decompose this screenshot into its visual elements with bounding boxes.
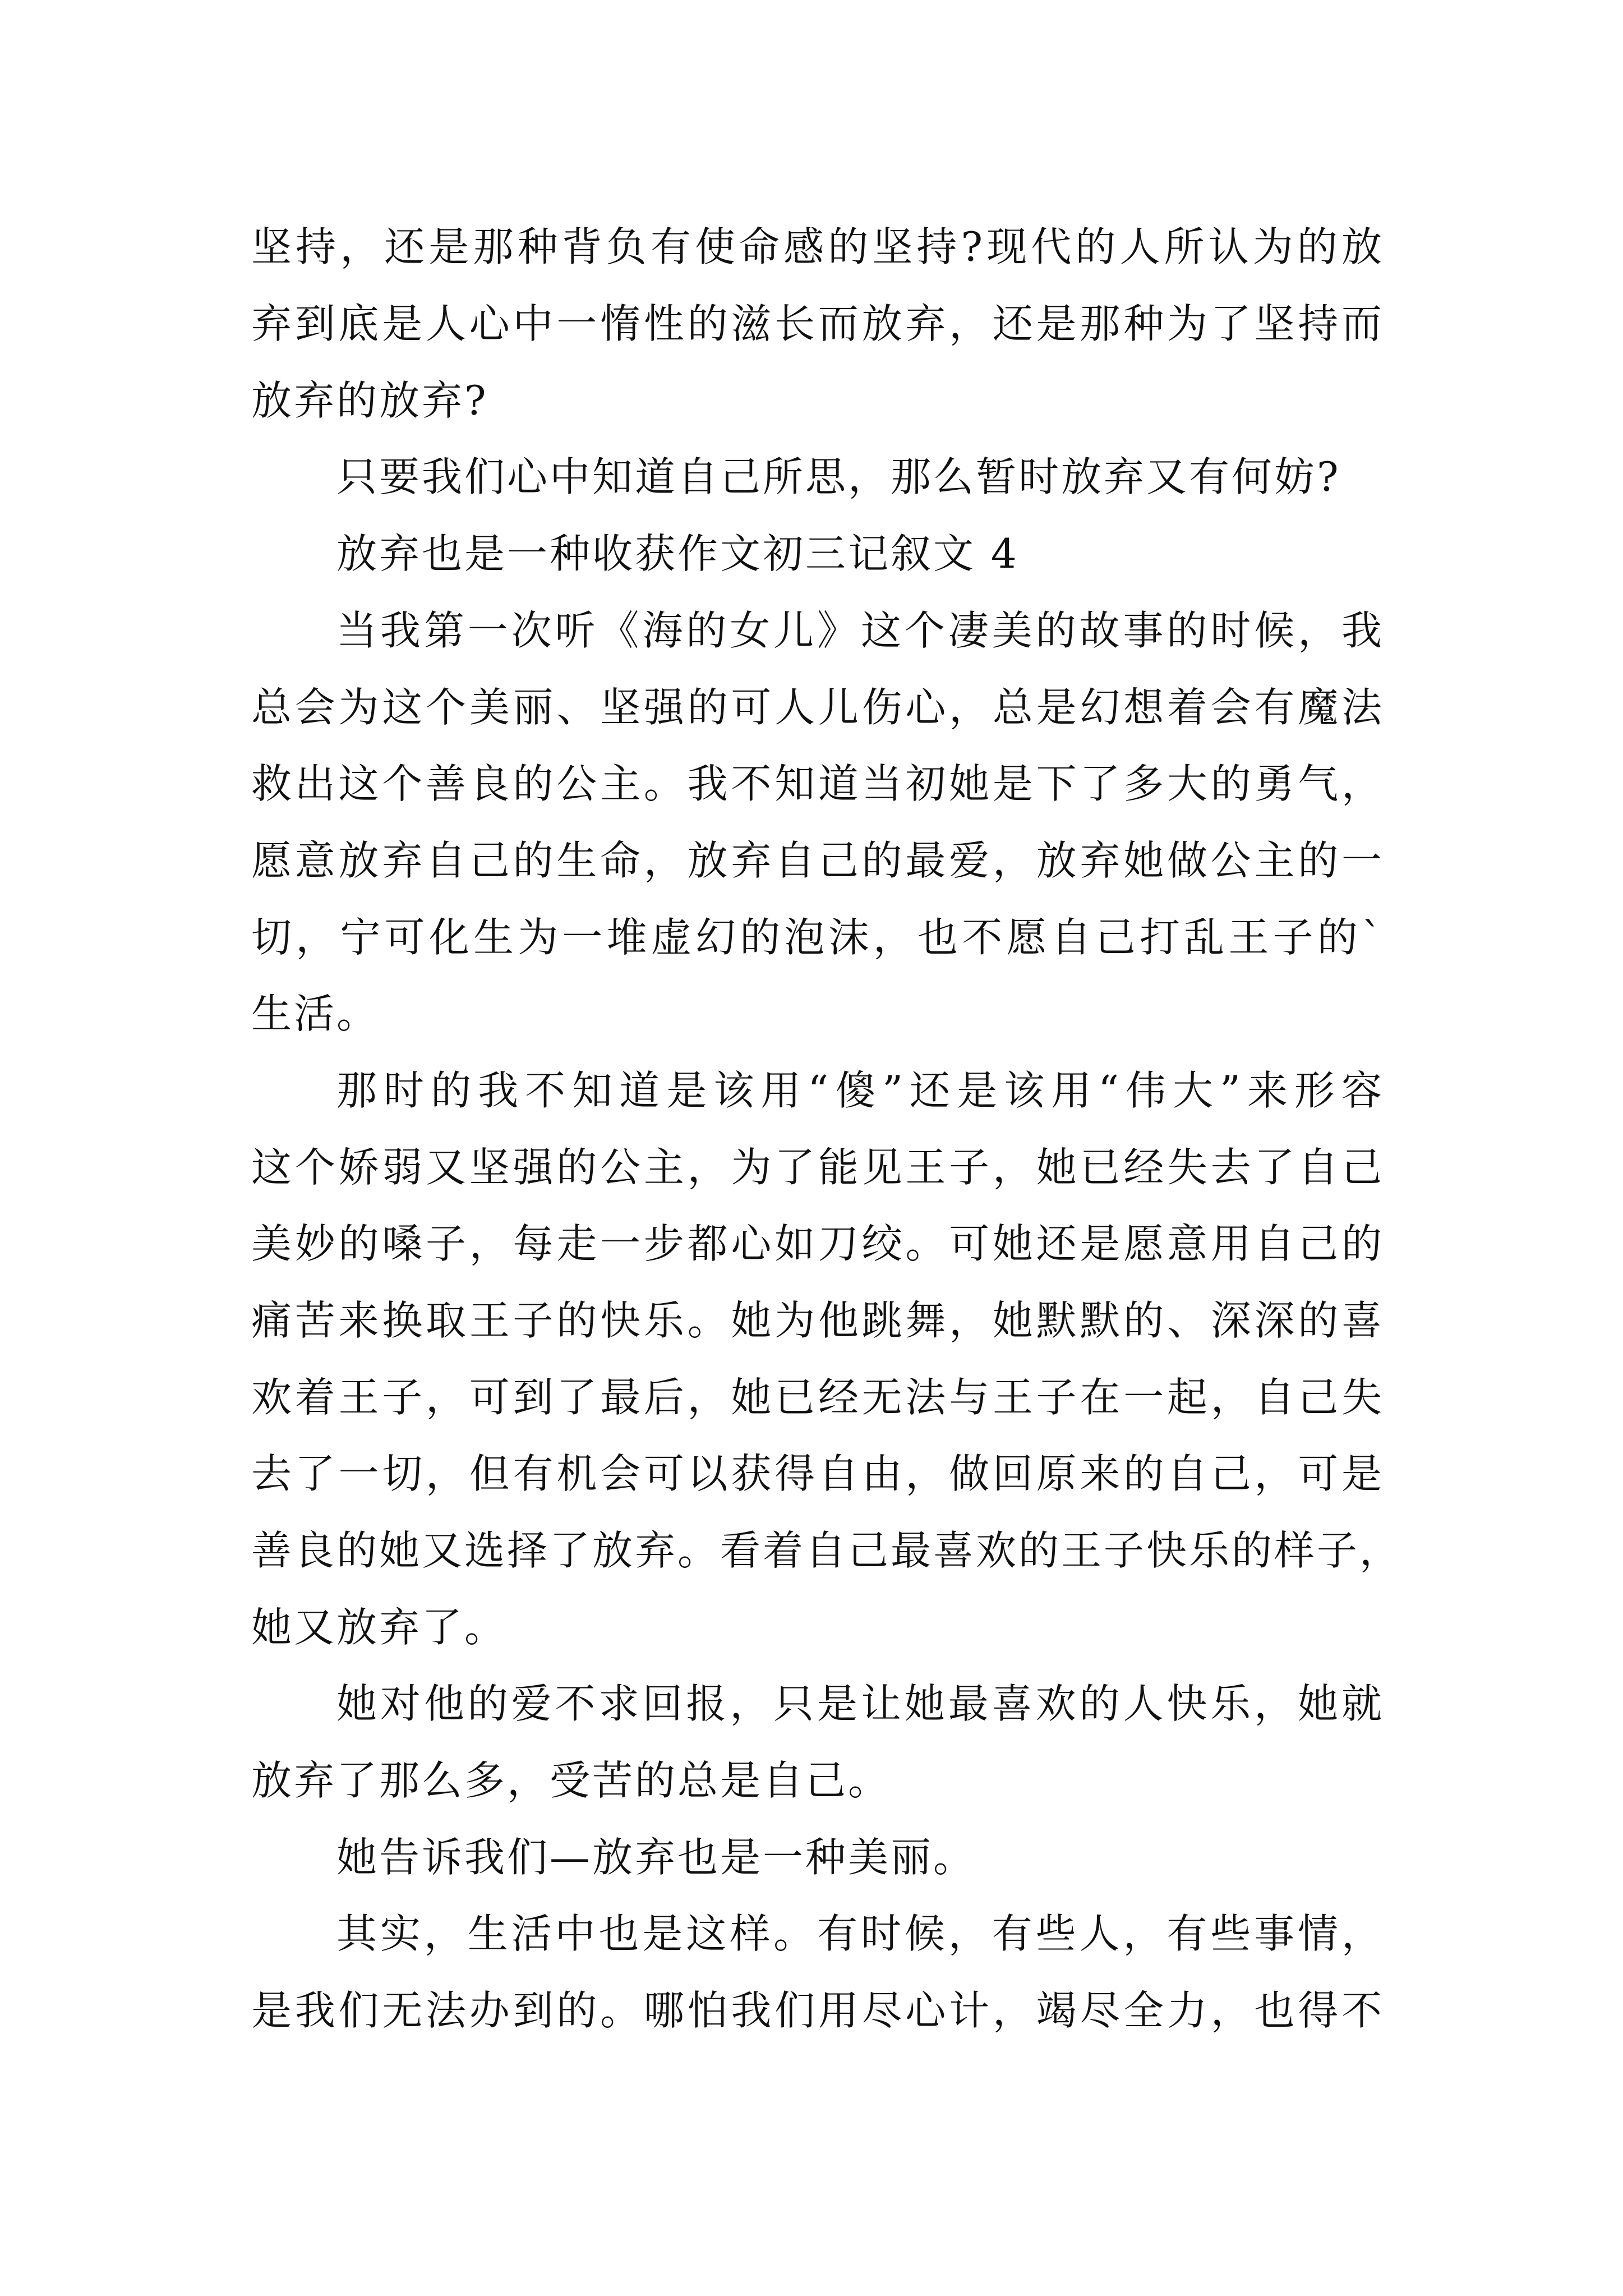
text-line: 她又放弃了。 (251, 1604, 508, 1651)
text-line: 放弃的放弃? (251, 377, 488, 424)
text-line: 切，宁可化生为一堆虚幻的泡沫，也不愿自己打乱王子的` (251, 914, 1384, 961)
text-line: 放弃了那么多，受苦的总是自己。 (251, 1757, 891, 1804)
text-line: 是我们无法办到的。哪怕我们用尽心计，竭尽全力，也得不 (251, 1987, 1384, 2034)
text-line: 当我第一次听《海的女儿》这个凄美的故事的时候，我 (336, 607, 1384, 654)
text-line: 总会为这个美丽、坚强的可人儿伤心，总是幻想着会有魔法 (251, 684, 1384, 731)
section-heading: 放弃也是一种收获作文初三记叙文 4 (336, 530, 1019, 577)
text-line: 美妙的嗓子，每走一步都心如刀绞。可她还是愿意用自己的 (251, 1220, 1384, 1267)
text-line: 欢着王子，可到了最后，她已经无法与王子在一起，自己失 (251, 1374, 1384, 1421)
text-line: 她告诉我们—放弃也是一种美丽。 (336, 1834, 976, 1881)
text-line: 这个娇弱又坚强的公主，为了能见王子，她已经失去了自己 (251, 1144, 1384, 1191)
text-line: 其实，生活中也是这样。有时候，有些人，有些事情， (336, 1910, 1384, 1957)
text-line: 坚持，还是那种背负有使命感的坚持?现代的人所认为的放 (251, 223, 1384, 270)
text-line: 去了一切，但有机会可以获得自由，做回原来的自己，可是 (251, 1450, 1384, 1497)
text-line: 善良的她又选择了放弃。看着自己最喜欢的王子快乐的样子， (251, 1527, 1403, 1574)
text-line: 那时的我不知道是该用“傻”还是该用“伟大”来形容 (336, 1067, 1384, 1114)
text-line: 生活。 (251, 990, 380, 1037)
text-line: 只要我们心中知道自己所思，那么暂时放弃又有何妨? (336, 453, 1341, 500)
text-line: 愿意放弃自己的生命，放弃自己的最爱，放弃她做公主的一 (251, 837, 1384, 884)
text-line: 救出这个善良的公主。我不知道当初她是下了多大的勇气， (251, 760, 1384, 807)
text-line: 痛苦来换取王子的快乐。她为他跳舞，她默默的、深深的喜 (251, 1297, 1384, 1344)
text-line: 弃到底是人心中一惰性的滋长而放弃，还是那种为了坚持而 (251, 300, 1384, 347)
text-line: 她对他的爱不求回报，只是让她最喜欢的人快乐，她就 (336, 1680, 1384, 1727)
